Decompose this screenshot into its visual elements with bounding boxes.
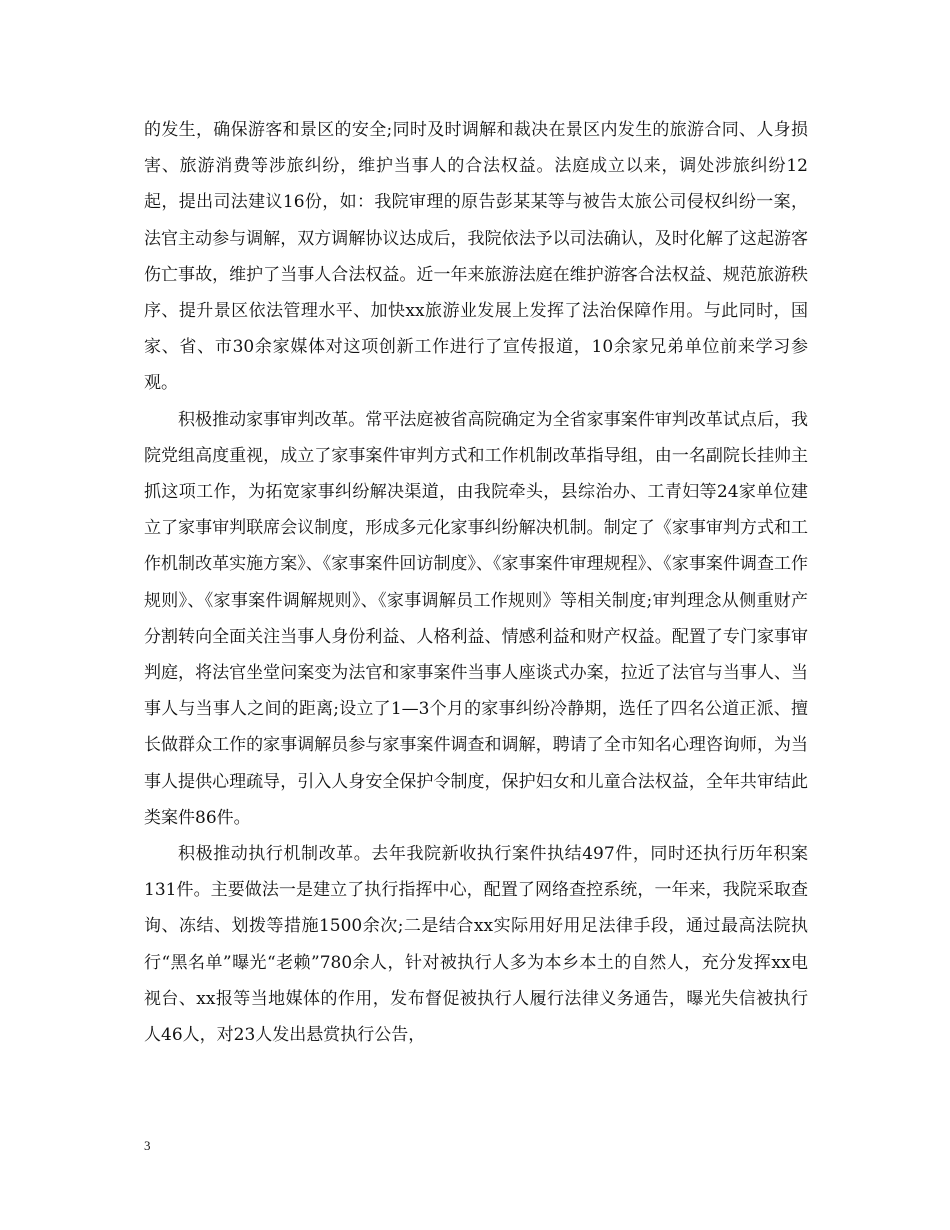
paragraph-2: 积极推动家事审判改革。常平法庭被省高院确定为全省家事案件审判改革试点后，我院党组高度重视，成立了家事案件审判方式和工作机制改革指导组，由一名副院长挂帅主抓这项工作，为拓宽家事纠纷解决渠道，由我院牵头，县综治办、工青妇等24家单位建立了家事审判联席会议制度，形成多元化家事纠纷解决机制。制定了《家事审判方式和工作机制改革实施方案》、《家事案件回访制度》、《家事案件审理规程》、《家事案件调查工作规则》、《家事案件调解规则》、《家事调解员工作规则》等相关制度;审判理念从侧重财产分割转向全面关注当事人身份利益、人格利益、情感利益和财产权益。配置了专门家事审判庭，将法官坐堂问案变为法官和家事案件当事人座谈式办案，拉近了法官与当事人、当事人与当事人之间的距离;设立了1—3个月的家事纠纷冷静期，选任了四名公道正派、擅长做群众工作的家事调解员参与家事案件调查和调解，聘请了全市知名心理咨询师，为当事人提供心理疏导，引入人身安全保护令制度，保护妇女和儿童合法权益，全年共审结此类案件86件。 <box>144 409 808 828</box>
page-number: 3 <box>144 1138 151 1153</box>
paragraph-3: 积极推动执行机制改革。去年我院新收执行案件执结497件，同时还执行历年积案131件。主要做法一是建立了执行指挥中心，配置了网络查控系统，一年来，我院采取查询、冻结、划拨等措施1500余次;二是结合xx实际用好用足法律手段，通过最高法院执行“黑名单”曝光“老赖”780余人，针对被执行人多为本乡本土的自然人，充分发挥xx电视台、xx报等当地媒体的作用，发布督促被执行人履行法律义务通告，曝光失信被执行人46人，对23人发出悬赏执行公告， <box>144 844 808 1046</box>
body-text <box>144 112 808 1053</box>
paragraph-1: 的发生，确保游客和景区的安全;同时及时调解和裁决在景区内发生的旅游合同、人身损害、旅游消费等涉旅纠纷，维护当事人的合法权益。法庭成立以来，调处涉旅纠纷12起，提出司法建议16份，如：我院审理的原告彭某某等与被告太旅公司侵权纠纷一案，法官主动参与调解，双方调解协议达成后，我院依法予以司法确认，及时化解了这起游客伤亡事故，维护了当事人合法权益。近一年来旅游法庭在维护游客合法权益、规范旅游秩序、提升景区依法管理水平、加快xx旅游业发展上发挥了法治保障作用。与此同时，国家、省、市30余家媒体对这项创新工作进行了宣传报道，10余家兄弟单位前来学习参观。 <box>144 120 808 394</box>
